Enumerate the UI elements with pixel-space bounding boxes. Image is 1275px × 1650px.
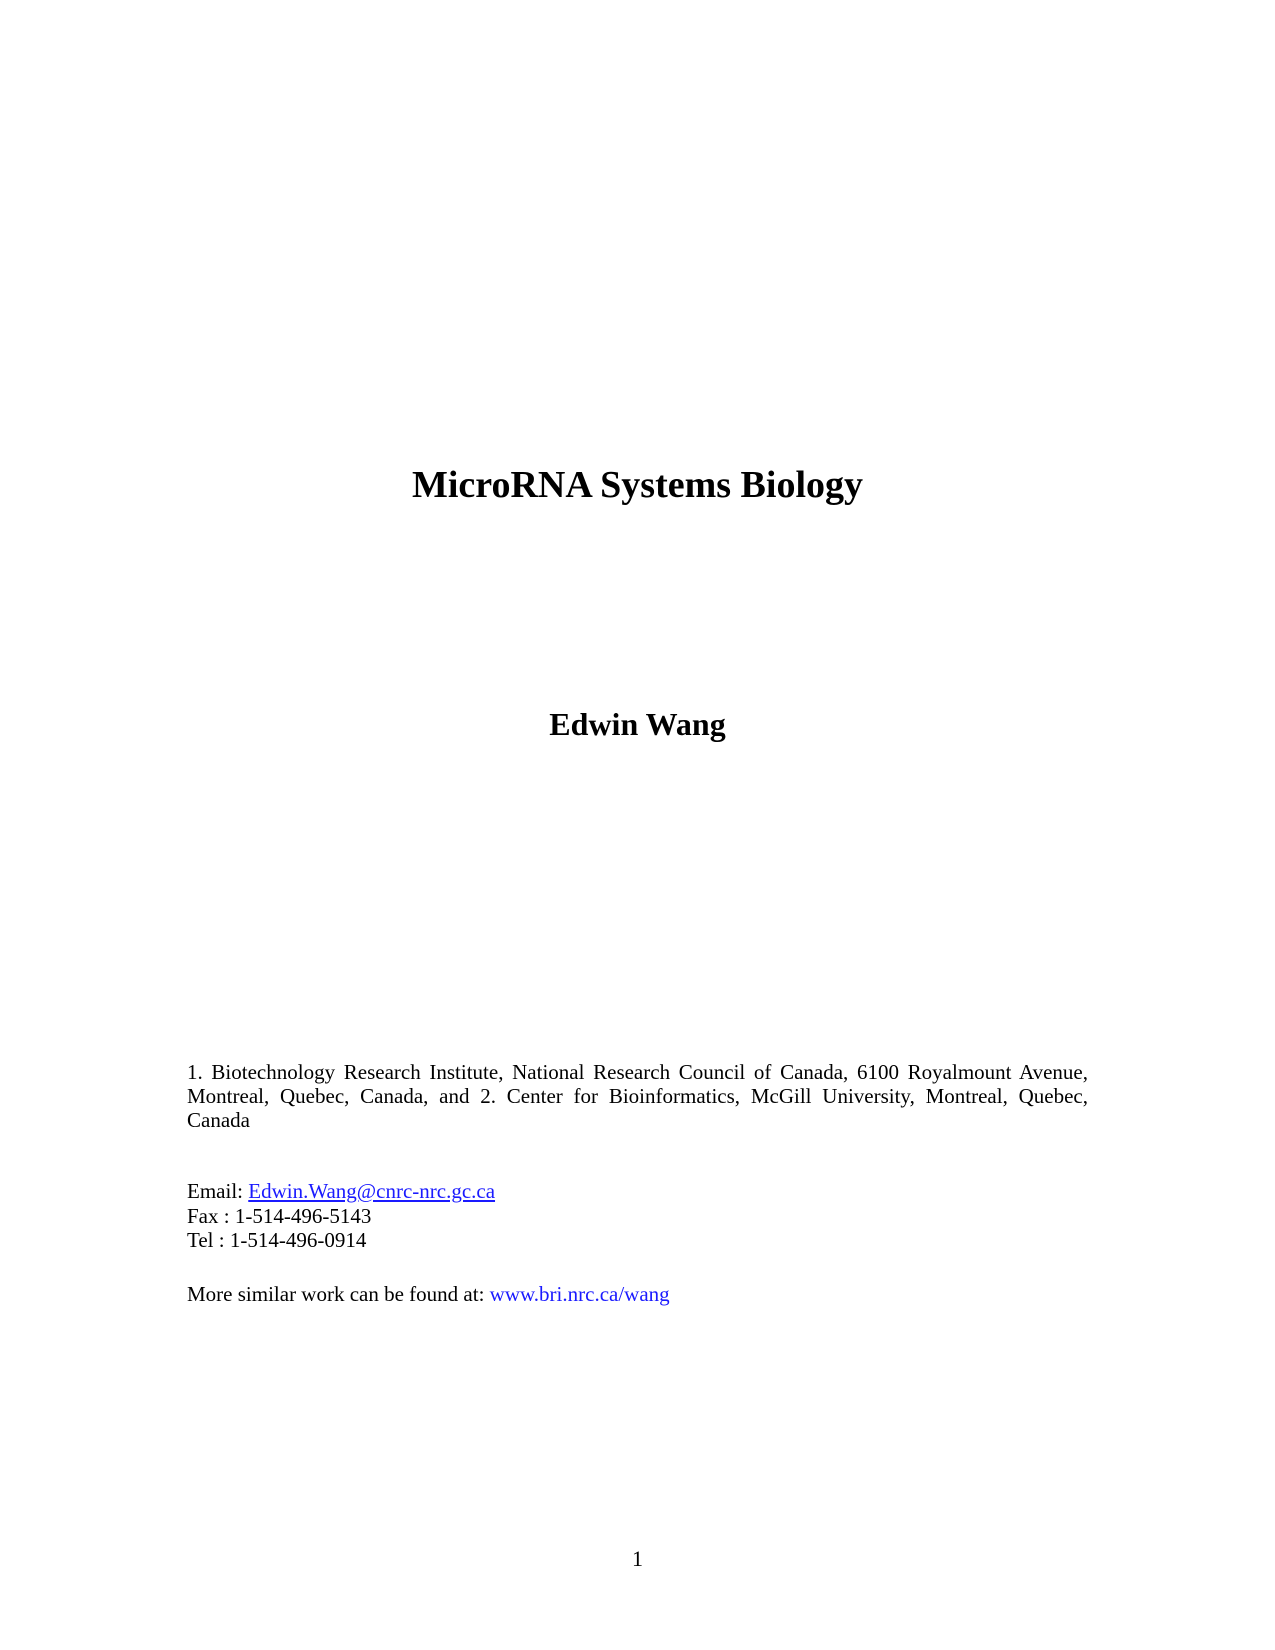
document-title: MicroRNA Systems Biology xyxy=(411,464,864,506)
email-line xyxy=(187,1179,495,1204)
more-work-line xyxy=(187,1282,670,1306)
contact-block xyxy=(187,1179,495,1253)
email-label: Email: xyxy=(187,1179,249,1203)
more-work-label: More similar work can be found at: xyxy=(187,1282,490,1306)
tel-line: Tel : 1-514-496-0914 xyxy=(187,1228,367,1252)
author-affiliation: 1. Biotechnology Research Institute, National Research Council of Canada, 6100 Royalmount Avenue, Montreal, Quebec, Canada, and 2. Center for Bioinformatics, McGill University, Montreal, Quebec, Canada xyxy=(187,1060,1088,1132)
author-name: Edwin Wang xyxy=(549,706,726,742)
email-link[interactable]: Edwin.Wang@cnrc-nrc.gc.ca xyxy=(248,1179,496,1203)
fax-line: Fax : 1-514-496-5143 xyxy=(187,1203,372,1228)
page-number: 1 xyxy=(632,1546,643,1571)
website-link[interactable]: www.bri.nrc.ca/wang xyxy=(489,1282,670,1306)
